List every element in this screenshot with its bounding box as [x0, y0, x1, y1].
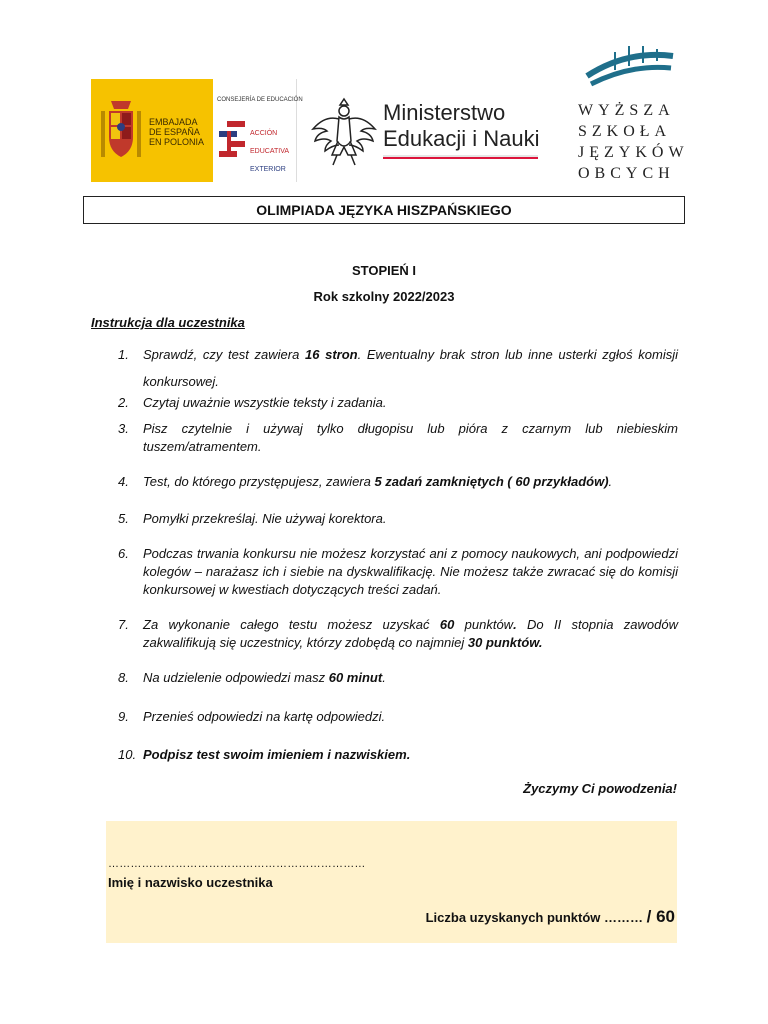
- list-item: [118, 420, 678, 456]
- item-text-part: Na udzielenie odpowiedzi masz: [143, 670, 329, 685]
- consejeria-line: EXTERIOR: [250, 166, 286, 173]
- school-year: Rok szkolny 2022/2023: [313, 289, 455, 304]
- item-number: 4.: [118, 474, 129, 489]
- level-heading: STOPIEŃ I: [351, 263, 417, 278]
- item-text: Przenieś odpowiedzi na kartę odpowiedzi.: [143, 709, 386, 724]
- points-total: / 60: [646, 907, 675, 926]
- item-text-bold: 30 punktów.: [467, 635, 543, 650]
- ministry-flag-bar: [383, 155, 538, 159]
- item-text-part: Test, do którego przystępujesz, zawiera: [143, 474, 375, 489]
- document-title: OLIMPIADA JĘZYKA HISZPAŃSKIEGO: [83, 196, 685, 224]
- list-item: [118, 746, 678, 764]
- list-item: [118, 708, 678, 726]
- spain-coat-of-arms-icon: [99, 93, 143, 167]
- closing-wish: Życzymy Ci powodzenia!: [523, 781, 677, 796]
- accion-educativa-icon: [219, 121, 247, 161]
- ministry-name: Ministerstwo Edukacji i Nauki: [383, 100, 540, 151]
- list-item: [118, 394, 678, 412]
- list-item: [118, 669, 678, 687]
- list-item: [118, 341, 678, 395]
- wsjo-logo-icon: [585, 44, 675, 88]
- list-item: [118, 616, 678, 652]
- item-number: 7.: [118, 617, 129, 632]
- consejeria-line: EDUCATIVA: [250, 148, 290, 155]
- item-number: 9.: [118, 709, 129, 724]
- item-text-part: .: [608, 474, 613, 489]
- consejeria-title: CONSEJERÍA DE EDUCACIÓN: [217, 97, 303, 103]
- points-label: Liczba uzyskanych punktów ………: [425, 910, 647, 925]
- participant-name-label: Imię i nazwisko uczestnika: [108, 875, 273, 890]
- name-dotted-line: ……………………………………………………………: [108, 858, 366, 870]
- item-number: 8.: [118, 670, 129, 685]
- list-item: [118, 473, 678, 491]
- embassy-logo: [91, 79, 213, 182]
- list-item: [118, 545, 678, 599]
- item-text-part: . Ewentualny brak stron lub inne usterki zgłoś komisji konkursowej.: [143, 347, 679, 389]
- item-text-bold: .: [513, 617, 517, 632]
- item-number: 10.: [118, 747, 137, 762]
- item-text-part: punktów: [454, 617, 514, 632]
- item-number: 1.: [118, 347, 129, 362]
- item-text-part: Do II stopnia zawodów zakwalifikują się uczestnicy, którzy zdobędą co najmniej: [143, 617, 678, 650]
- participant-box: [106, 821, 677, 943]
- item-number: 3.: [118, 421, 129, 436]
- consejeria-logo: [213, 79, 303, 182]
- consejeria-lines: [250, 120, 289, 183]
- item-text: Pisz czytelnie i używaj tylko długopisu lub pióra z czarnym lub niebieskim tuszem/atramentem.: [143, 421, 678, 454]
- item-text: [143, 669, 678, 687]
- item-number: 5.: [118, 511, 129, 526]
- item-text-part: Za wykonanie całego testu możesz uzyskać: [143, 617, 440, 632]
- item-text: Podpisz test swoim imieniem i nazwiskiem.: [143, 747, 411, 762]
- item-text-bold: 5 zadań zamkniętych ( 60 przykładów): [374, 474, 609, 489]
- item-text-bold: 60: [439, 617, 455, 632]
- item-text-bold: 60 minut: [328, 670, 383, 685]
- item-text: Czytaj uważnie wszystkie teksty i zadania.: [143, 395, 387, 410]
- points-field: [426, 907, 675, 927]
- item-text-part: Sprawdź, czy test zawiera: [143, 347, 305, 362]
- instructions-heading: Instrukcja dla uczestnika: [91, 315, 245, 330]
- item-number: 2.: [118, 395, 129, 410]
- wsjo-name: WYŻSZA SZKOŁA JĘZYKÓW OBCYCH: [578, 102, 689, 182]
- polish-eagle-icon: [311, 95, 377, 167]
- item-text: [143, 341, 678, 395]
- embassy-text: EMBAJADA DE ESPAÑA EN POLONIA: [149, 117, 205, 147]
- item-text-bold: 16 stron: [305, 347, 358, 362]
- item-text: [143, 473, 678, 491]
- item-text: [143, 616, 678, 652]
- consejeria-line: ACCIÓN: [250, 130, 278, 137]
- item-text: Pomyłki przekreślaj. Nie używaj korektora.: [143, 511, 387, 526]
- item-text-part: .: [382, 670, 386, 685]
- item-text: Podczas trwania konkursu nie możesz korzystać ani z pomocy naukowych, ani podpowiedzi kolegów – narażasz ich i siebie na dyskwalifikację. Nie możesz także zwracać się do komisji konkursowej w kwestiach dotyczących treści zadań.: [143, 546, 678, 597]
- list-item: [118, 510, 678, 528]
- item-number: 6.: [118, 546, 129, 561]
